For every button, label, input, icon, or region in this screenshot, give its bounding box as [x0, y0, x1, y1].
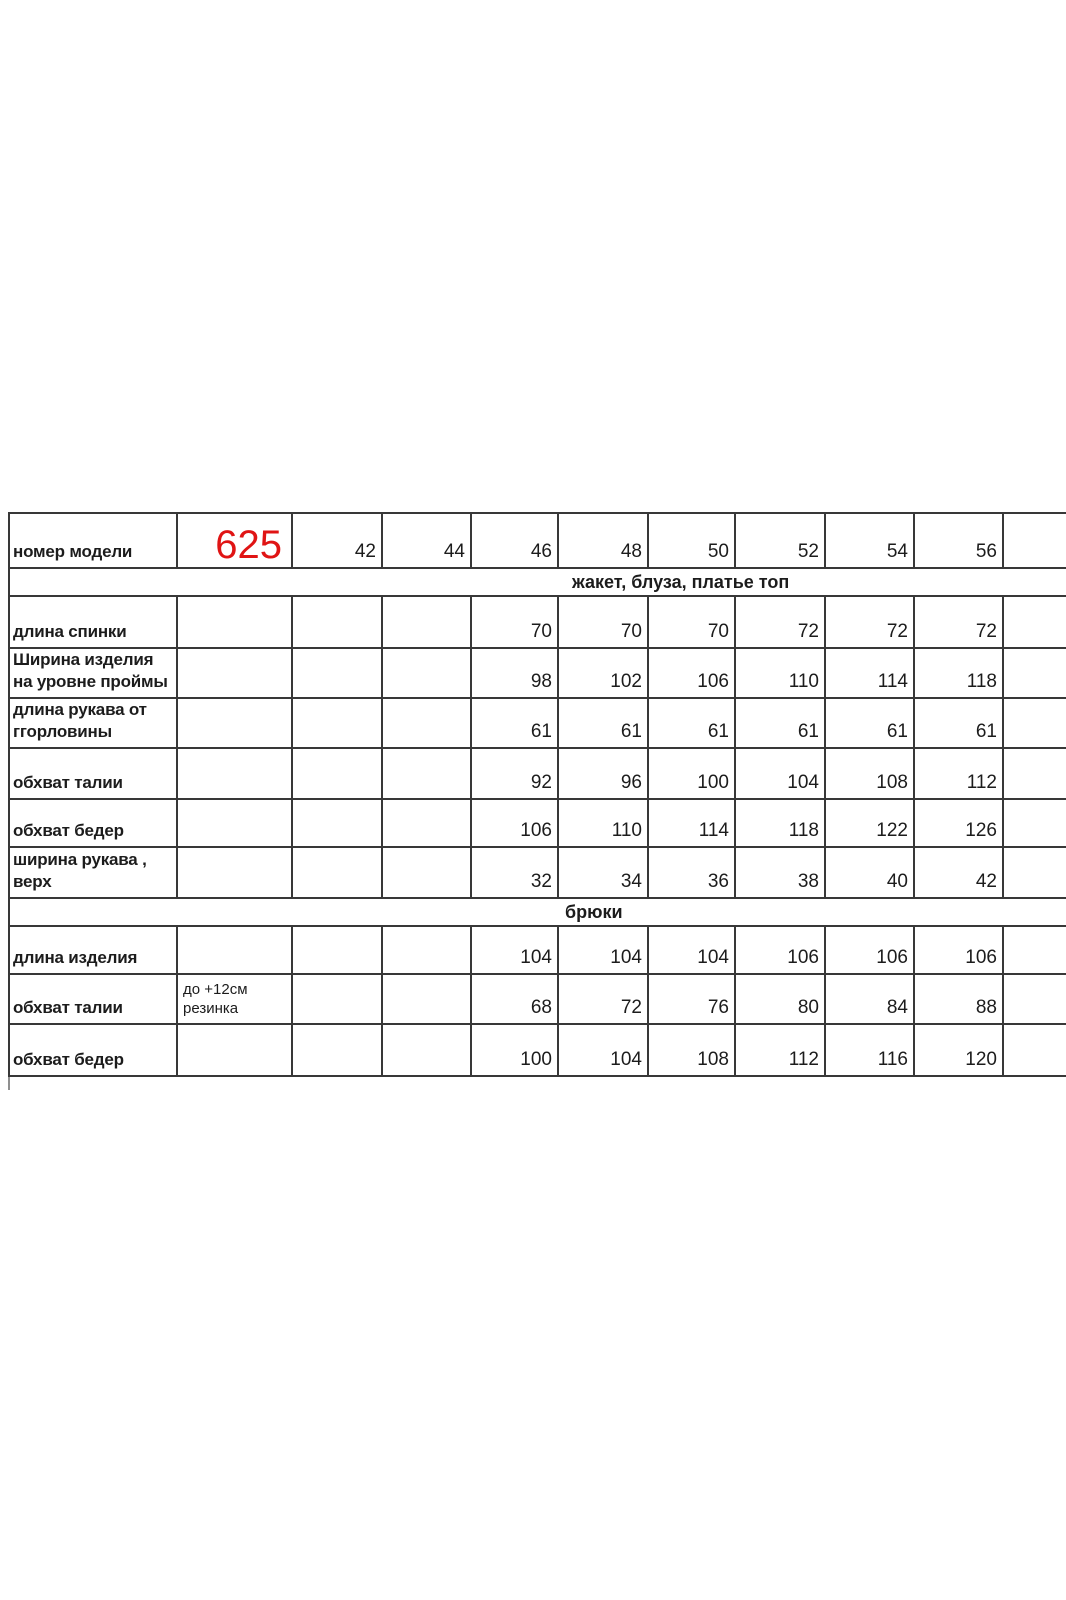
- size-chart-table: [8, 512, 1066, 1077]
- value-cell: 106: [915, 927, 1004, 975]
- value-cell: 76: [649, 975, 736, 1025]
- value-cell: 61: [559, 699, 649, 749]
- value-cell: [383, 927, 472, 975]
- value-cell: 106: [472, 800, 559, 848]
- model-label: номер модели: [10, 514, 178, 569]
- value-cell: 104: [559, 1025, 649, 1077]
- row-label: обхват талии: [10, 975, 178, 1025]
- note-cell: [178, 800, 293, 848]
- note-cell: [178, 597, 293, 649]
- value-cell: 104: [472, 927, 559, 975]
- value-cell: [383, 749, 472, 800]
- value-cell: [293, 597, 383, 649]
- value-cell: 61: [826, 699, 915, 749]
- section-row-jacket: [10, 569, 1066, 597]
- value-cell: [293, 927, 383, 975]
- value-cell: [293, 848, 383, 899]
- value-cell: 34: [559, 848, 649, 899]
- note-cell: [178, 848, 293, 899]
- note-cell: [178, 749, 293, 800]
- table-header-row: [10, 514, 1066, 569]
- value-cell: 104: [559, 927, 649, 975]
- table-row: [10, 597, 1066, 649]
- row-label: обхват бедер: [10, 800, 178, 848]
- value-cell: 104: [736, 749, 826, 800]
- value-cell: [293, 800, 383, 848]
- value-cell: 112: [915, 749, 1004, 800]
- size-cell: 42: [293, 514, 383, 569]
- note-cell: [178, 1025, 293, 1077]
- size-cell: 56: [915, 514, 1004, 569]
- size-cell: 50: [649, 514, 736, 569]
- elastic-note-cell: до +12см резинка: [178, 975, 293, 1025]
- value-cell: 106: [736, 927, 826, 975]
- value-cell: 42: [915, 848, 1004, 899]
- section-row-pants: [10, 899, 1066, 927]
- empty-cell: [1004, 848, 1066, 899]
- empty-cell: [1004, 649, 1066, 699]
- value-cell: 110: [736, 649, 826, 699]
- value-cell: [383, 699, 472, 749]
- empty-cell: [1004, 1025, 1066, 1077]
- note-cell: [178, 699, 293, 749]
- empty-cell: [1004, 699, 1066, 749]
- value-cell: 84: [826, 975, 915, 1025]
- row-label: длина спинки: [10, 597, 178, 649]
- row-label: обхват талии: [10, 749, 178, 800]
- value-cell: 72: [559, 975, 649, 1025]
- value-cell: 106: [826, 927, 915, 975]
- value-cell: 106: [649, 649, 736, 699]
- value-cell: 108: [826, 749, 915, 800]
- size-cell: 54: [826, 514, 915, 569]
- value-cell: 122: [826, 800, 915, 848]
- value-cell: 112: [736, 1025, 826, 1077]
- value-cell: 70: [649, 597, 736, 649]
- value-cell: 80: [736, 975, 826, 1025]
- value-cell: 61: [915, 699, 1004, 749]
- value-cell: 102: [559, 649, 649, 699]
- value-cell: [293, 975, 383, 1025]
- value-cell: 36: [649, 848, 736, 899]
- table-row: [10, 800, 1066, 848]
- value-cell: [293, 1025, 383, 1077]
- size-cell: 48: [559, 514, 649, 569]
- value-cell: 114: [649, 800, 736, 848]
- value-cell: 61: [472, 699, 559, 749]
- note-cell: [178, 927, 293, 975]
- value-cell: 32: [472, 848, 559, 899]
- value-cell: 100: [472, 1025, 559, 1077]
- value-cell: 98: [472, 649, 559, 699]
- value-cell: [293, 699, 383, 749]
- empty-cell: [1004, 749, 1066, 800]
- value-cell: 120: [915, 1025, 1004, 1077]
- value-cell: 116: [826, 1025, 915, 1077]
- model-number: 625: [178, 514, 293, 569]
- value-cell: [383, 597, 472, 649]
- value-cell: [383, 649, 472, 699]
- value-cell: 70: [559, 597, 649, 649]
- value-cell: 61: [736, 699, 826, 749]
- value-cell: 110: [559, 800, 649, 848]
- row-label: Ширина изделия на уровне проймы: [10, 649, 178, 699]
- size-cell: 46: [472, 514, 559, 569]
- value-cell: 38: [736, 848, 826, 899]
- value-cell: 114: [826, 649, 915, 699]
- value-cell: 104: [649, 927, 736, 975]
- value-cell: 92: [472, 749, 559, 800]
- value-cell: 118: [736, 800, 826, 848]
- value-cell: [383, 975, 472, 1025]
- table-row: [10, 927, 1066, 975]
- value-cell: [383, 1025, 472, 1077]
- value-cell: [293, 649, 383, 699]
- empty-cell: [1004, 927, 1066, 975]
- value-cell: 70: [472, 597, 559, 649]
- value-cell: [383, 848, 472, 899]
- section-header-jacket: жакет, блуза, платье топ: [10, 569, 1066, 597]
- value-cell: 68: [472, 975, 559, 1025]
- row-label: ширина рукава , верх: [10, 848, 178, 899]
- size-cell: 44: [383, 514, 472, 569]
- table-row: [10, 848, 1066, 899]
- value-cell: 40: [826, 848, 915, 899]
- value-cell: 118: [915, 649, 1004, 699]
- empty-cell: [1004, 597, 1066, 649]
- value-cell: [383, 800, 472, 848]
- value-cell: 126: [915, 800, 1004, 848]
- left-border-stub: [8, 1077, 10, 1090]
- empty-cell: [1004, 514, 1066, 569]
- row-label: длина рукава от ггорловины: [10, 699, 178, 749]
- section-header-pants: брюки: [10, 899, 1066, 927]
- row-label: обхват бедер: [10, 1025, 178, 1077]
- table-row: [10, 699, 1066, 749]
- note-cell: [178, 649, 293, 699]
- size-cell: 52: [736, 514, 826, 569]
- value-cell: [293, 749, 383, 800]
- empty-cell: [1004, 975, 1066, 1025]
- row-label: длина изделия: [10, 927, 178, 975]
- value-cell: 108: [649, 1025, 736, 1077]
- table-row: [10, 975, 1066, 1025]
- value-cell: 72: [915, 597, 1004, 649]
- value-cell: 72: [736, 597, 826, 649]
- value-cell: 88: [915, 975, 1004, 1025]
- value-cell: 61: [649, 699, 736, 749]
- value-cell: 72: [826, 597, 915, 649]
- table-row: [10, 649, 1066, 699]
- empty-cell: [1004, 800, 1066, 848]
- value-cell: 96: [559, 749, 649, 800]
- value-cell: 100: [649, 749, 736, 800]
- table-row: [10, 1025, 1066, 1077]
- table-row: [10, 749, 1066, 800]
